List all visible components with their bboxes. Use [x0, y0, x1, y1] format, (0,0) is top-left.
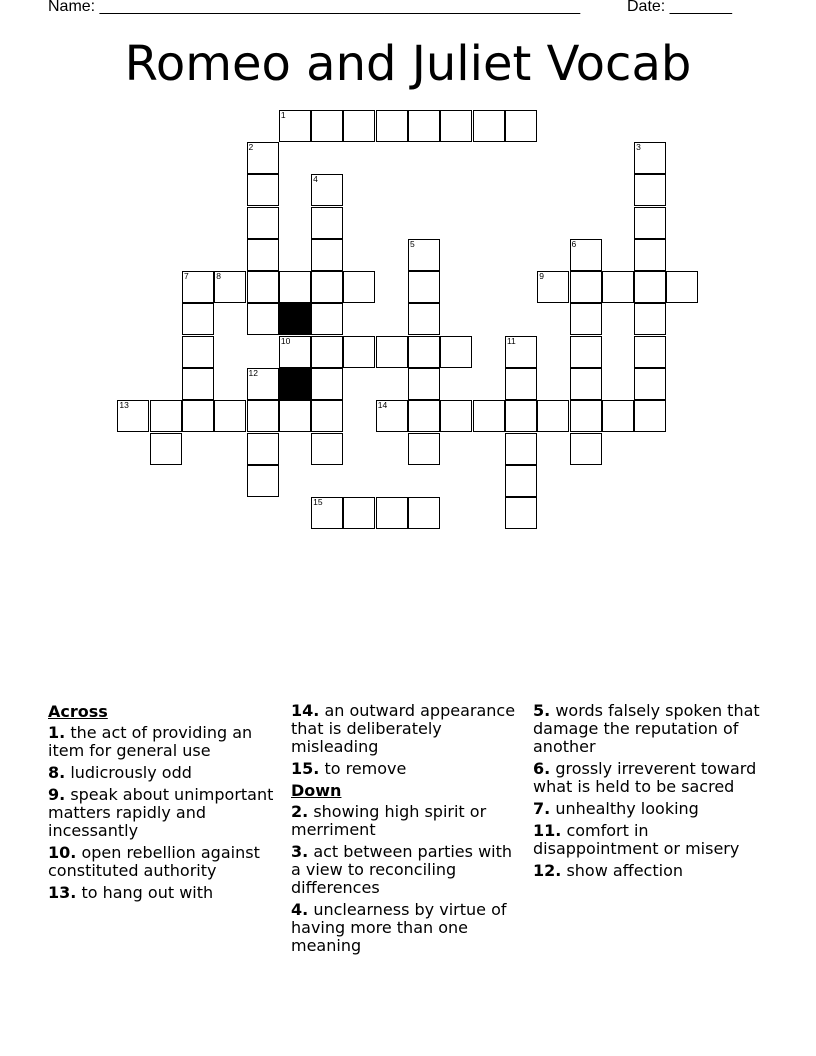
crossword-cell[interactable]: [247, 433, 279, 465]
clue-number: 5.: [533, 701, 551, 720]
crossword-cell[interactable]: [247, 465, 279, 497]
crossword-cell[interactable]: [150, 400, 182, 432]
clue-text: to hang out with: [81, 883, 214, 902]
across-heading: Across: [48, 702, 108, 721]
crossword-cell[interactable]: [408, 336, 440, 368]
crossword-cell[interactable]: [247, 400, 279, 432]
clue-across-1: [48, 724, 280, 760]
clue-number-label: 11: [506, 335, 516, 346]
clue-down-3: [291, 843, 523, 897]
crossword-cell[interactable]: [279, 336, 311, 368]
clue-down-12: [533, 862, 765, 880]
crossword-cell[interactable]: [311, 174, 343, 206]
crossword-cell[interactable]: [279, 400, 311, 432]
clue-column-3: [533, 702, 765, 884]
crossword-cell[interactable]: [408, 433, 440, 465]
crossword-cell[interactable]: [473, 400, 505, 432]
crossword-cell[interactable]: [570, 400, 602, 432]
clue-text: words falsely spoken that damage the reputation of another: [533, 701, 760, 756]
clue-number-label: 4: [313, 174, 318, 185]
clue-down-6: [533, 760, 765, 796]
clue-number-label: 5: [410, 238, 415, 249]
crossword-cell[interactable]: [150, 433, 182, 465]
crossword-cell[interactable]: [408, 497, 440, 529]
crossword-cell[interactable]: [634, 303, 666, 335]
clue-text: showing high spirit or merriment: [291, 802, 487, 839]
crossword-cell[interactable]: [440, 336, 472, 368]
crossword-cell[interactable]: [311, 368, 343, 400]
clue-number-label: 1: [280, 109, 286, 120]
clue-number-label: 3: [636, 141, 641, 152]
clue-across-14: [291, 702, 523, 756]
crossword-cell[interactable]: [311, 336, 343, 368]
crossword-cell[interactable]: [505, 497, 537, 529]
crossword-cell[interactable]: [279, 271, 311, 303]
clue-number-label: 13: [119, 400, 129, 411]
clue-number: 10.: [48, 843, 77, 862]
crossword-cell[interactable]: [247, 239, 279, 271]
crossword-cell[interactable]: [311, 400, 343, 432]
clue-number: 11.: [533, 821, 562, 840]
crossword-cell[interactable]: [311, 497, 343, 529]
crossword-cell[interactable]: [634, 400, 666, 432]
crossword-cell[interactable]: [570, 368, 602, 400]
crossword-cell[interactable]: [537, 271, 569, 303]
clue-text: open rebellion against constituted authority: [48, 843, 260, 880]
clue-text: act between parties with a view to reconciling differences: [291, 842, 513, 897]
crossword-cell[interactable]: [117, 400, 149, 432]
clue-across-10: [48, 844, 280, 880]
crossword-cell[interactable]: [311, 303, 343, 335]
clue-text: comfort in disappointment or misery: [533, 821, 740, 858]
crossword-cell[interactable]: [570, 271, 602, 303]
crossword-cell[interactable]: [247, 174, 279, 206]
clue-number-label: 7: [183, 271, 189, 282]
crossword-cell[interactable]: [376, 336, 408, 368]
clue-number-label: 2: [248, 141, 254, 152]
clue-across-15: [291, 760, 523, 778]
clue-number-label: 15: [313, 497, 323, 508]
clue-text: an outward appearance that is deliberately misleading: [291, 701, 516, 756]
crossword-cell[interactable]: [182, 368, 214, 400]
crossword-cell[interactable]: [247, 271, 279, 303]
clue-number-label: 10: [280, 335, 291, 346]
crossword-cell[interactable]: [634, 336, 666, 368]
clue-across-13: [48, 884, 280, 902]
black-cell: [279, 303, 311, 335]
crossword-cell[interactable]: [376, 497, 408, 529]
crossword-cell[interactable]: [214, 400, 246, 432]
page-title: Romeo and Juliet Vocab: [124, 36, 692, 92]
clue-number: 13.: [48, 883, 77, 902]
clue-text: grossly irreverent toward what is held to be sacred: [533, 759, 757, 796]
crossword-cell[interactable]: [408, 368, 440, 400]
crossword-cell[interactable]: [634, 174, 666, 206]
crossword-cell[interactable]: [214, 271, 246, 303]
crossword-cell[interactable]: [408, 303, 440, 335]
crossword-cell[interactable]: [440, 110, 472, 142]
clue-text: speak about unimportant matters rapidly and incessantly: [48, 785, 274, 840]
crossword-cell[interactable]: [634, 142, 666, 174]
crossword-cell[interactable]: [634, 239, 666, 271]
clue-number: 1.: [48, 723, 66, 742]
crossword-cell[interactable]: [505, 400, 537, 432]
crossword-cell[interactable]: [634, 368, 666, 400]
down-heading: Down: [291, 781, 342, 800]
crossword-cell[interactable]: [311, 207, 343, 239]
crossword-cell[interactable]: [311, 110, 343, 142]
crossword-cell[interactable]: [247, 207, 279, 239]
crossword-cell[interactable]: [440, 400, 472, 432]
crossword-cell[interactable]: [408, 271, 440, 303]
clue-number: 8.: [48, 763, 66, 782]
crossword-cell[interactable]: [247, 142, 279, 174]
crossword-cell[interactable]: [505, 433, 537, 465]
clue-number: 12.: [533, 861, 562, 880]
name-line: Name: ______________________________________________________: [48, 0, 581, 15]
clue-number: 4.: [291, 900, 309, 919]
crossword-cell[interactable]: [376, 400, 408, 432]
crossword-cell[interactable]: [570, 239, 602, 271]
crossword-cell[interactable]: [408, 400, 440, 432]
crossword-cell[interactable]: [247, 303, 279, 335]
crossword-cell[interactable]: [343, 336, 375, 368]
clue-number: 3.: [291, 842, 309, 861]
crossword-cell[interactable]: [505, 368, 537, 400]
clue-text: show affection: [566, 861, 683, 880]
clue-number: 14.: [291, 701, 320, 720]
clue-text: unclearness by virtue of having more than one meaning: [291, 900, 507, 955]
crossword-cell[interactable]: [182, 400, 214, 432]
clue-number-label: 8: [216, 271, 221, 282]
clue-column-2: [291, 702, 523, 959]
black-cell: [279, 368, 311, 400]
clue-across-8: [48, 764, 280, 782]
clue-number: 15.: [291, 759, 320, 778]
clue-number: 6.: [533, 759, 551, 778]
crossword-cell[interactable]: [343, 271, 375, 303]
crossword-cell[interactable]: [343, 110, 375, 142]
clue-down-4: [291, 901, 523, 955]
crossword-cell[interactable]: [505, 336, 537, 368]
clue-down-7: [533, 800, 765, 818]
crossword-cell[interactable]: [311, 239, 343, 271]
crossword-cell[interactable]: [602, 400, 634, 432]
crossword-cell[interactable]: [182, 303, 214, 335]
clue-number: 2.: [291, 802, 309, 821]
crossword-cell[interactable]: [537, 400, 569, 432]
crossword-cell[interactable]: [376, 110, 408, 142]
clue-number-label: 12: [248, 368, 259, 379]
crossword-cell[interactable]: [182, 336, 214, 368]
clue-text: ludicrously odd: [70, 763, 192, 782]
clue-number: 9.: [48, 785, 66, 804]
crossword-cell[interactable]: [602, 271, 634, 303]
crossword-cell[interactable]: [570, 303, 602, 335]
clue-down-5: [533, 702, 765, 756]
clue-text: unhealthy looking: [555, 799, 699, 818]
crossword-cell[interactable]: [247, 368, 279, 400]
crossword-cell[interactable]: [408, 110, 440, 142]
crossword-cell[interactable]: [311, 433, 343, 465]
crossword-cell[interactable]: [634, 271, 666, 303]
clue-number-label: 6: [571, 238, 577, 249]
crossword-cell[interactable]: [666, 271, 698, 303]
clue-number-label: 9: [539, 271, 544, 282]
clue-column-1: [48, 702, 280, 906]
crossword-cell[interactable]: [473, 110, 505, 142]
crossword-cell[interactable]: [182, 271, 214, 303]
crossword-cell[interactable]: [343, 497, 375, 529]
clue-down-2: [291, 803, 523, 839]
clue-down-11: [533, 822, 765, 858]
clue-text: to remove: [324, 759, 407, 778]
crossword-cell[interactable]: [505, 465, 537, 497]
clue-across-9: [48, 786, 280, 840]
crossword-cell[interactable]: [570, 433, 602, 465]
crossword-cell[interactable]: [505, 110, 537, 142]
clue-text: the act of providing an item for general use: [48, 723, 253, 760]
crossword-cell[interactable]: [311, 271, 343, 303]
date-line: Date: _______: [627, 0, 732, 15]
crossword-cell[interactable]: [570, 336, 602, 368]
clue-number: 7.: [533, 799, 551, 818]
crossword-cell[interactable]: [408, 239, 440, 271]
clue-number-label: 14: [377, 400, 388, 411]
crossword-cell[interactable]: [279, 110, 311, 142]
crossword-cell[interactable]: [634, 207, 666, 239]
